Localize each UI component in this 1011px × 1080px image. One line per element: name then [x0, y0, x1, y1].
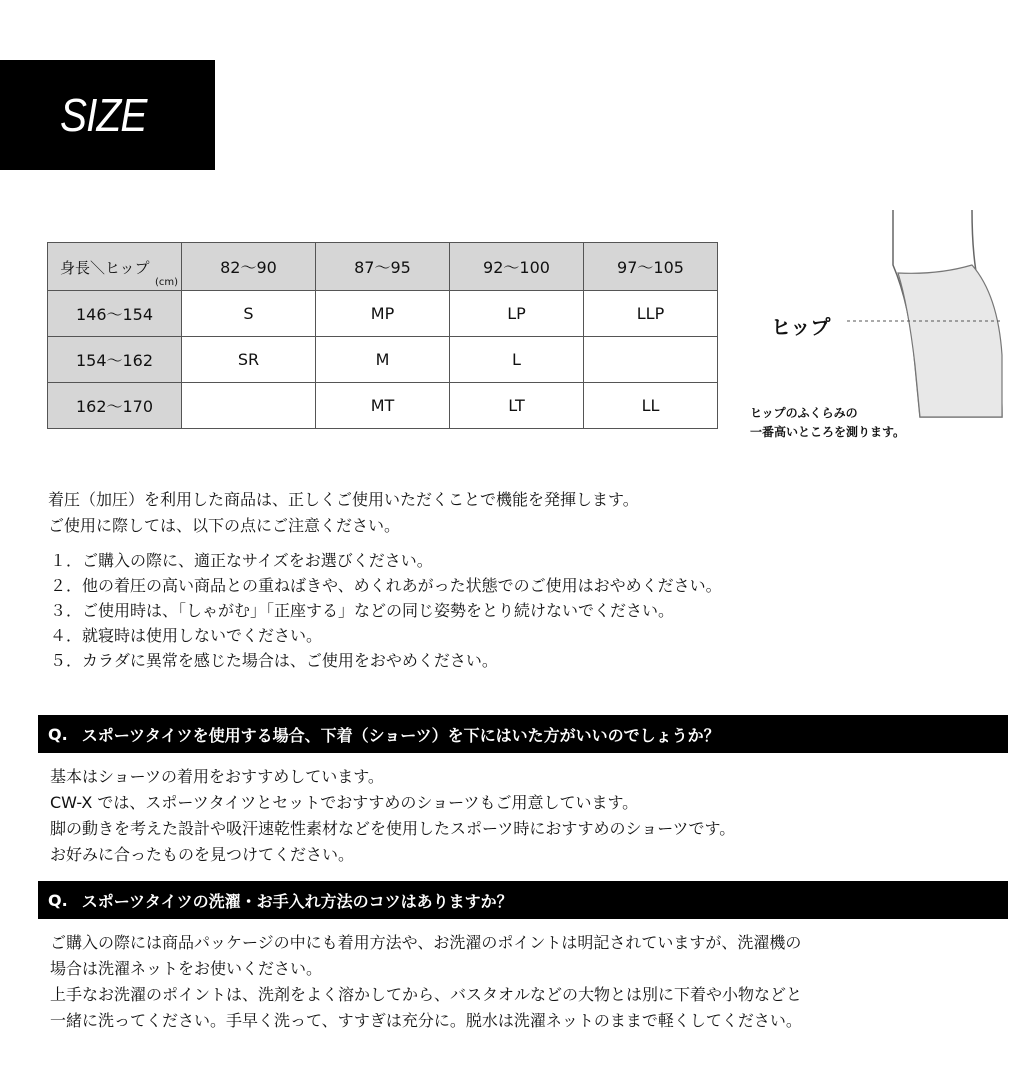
answer-line: お好みに合ったものを見つけてください。	[50, 845, 355, 864]
size-table-header	[48, 243, 718, 291]
question-text: スポーツタイツの洗濯・お手入れ方法のコツはありますか？	[81, 891, 513, 911]
answer-line: CW-X では、スポーツタイツとセットでおすすめのショーツもご用意しています。	[50, 793, 639, 812]
corner-unit: (cm)	[154, 277, 178, 288]
intro-text	[48, 487, 639, 539]
size-cell: LT	[450, 383, 584, 429]
size-cell: SR	[182, 337, 316, 383]
size-cell: LP	[450, 291, 584, 337]
height-row-header: 162〜170	[48, 383, 182, 429]
hip-column-header: 97〜105	[584, 243, 718, 291]
question-marker: Q.	[48, 724, 68, 744]
height-row-header: 154〜162	[48, 337, 182, 383]
size-table	[47, 242, 718, 429]
size-cell: S	[182, 291, 316, 337]
size-cell: M	[316, 337, 450, 383]
answer-line: ご購入の際には商品パッケージの中にも着用方法や、お洗濯のポイントは明記されていますが、洗濯機の	[50, 933, 802, 952]
hip-note-line: 一番高いところを測ります。	[750, 425, 906, 439]
intro-line: 着圧（加圧）を利用した商品は、正しくご使用いただくことで機能を発揮します。	[48, 490, 639, 509]
size-cell: MP	[316, 291, 450, 337]
faq-answer	[50, 930, 802, 1034]
hip-note	[750, 404, 905, 442]
hip-column-header: 87〜95	[316, 243, 450, 291]
hip-column-header: 92〜100	[450, 243, 584, 291]
list-item: ２．他の着圧の高い商品との重ねばきや、めくれあがった状態でのご使用はおやめください。	[50, 576, 722, 595]
table-row	[48, 383, 718, 429]
corner-label: 身長＼ヒップ	[60, 259, 150, 277]
list-item: ５．カラダに異常を感じた場合は、ご使用をおやめください。	[50, 651, 498, 670]
size-title: SIZE	[60, 89, 147, 141]
size-cell: LLP	[584, 291, 718, 337]
answer-line: 一緒に洗ってください。手早く洗って、すすぎは充分に。脱水は洗濯ネットのままで軽くしてください。	[50, 1011, 802, 1030]
faq-question-bar	[38, 715, 1008, 753]
question-text: スポーツタイツを使用する場合、下着（ショーツ）を下にはいた方がいいのでしょうか？	[81, 725, 720, 745]
hip-label: ヒップ	[771, 315, 831, 339]
answer-line: 脚の動きを考えた設計や吸汗速乾性素材などを使用したスポーツ時におすすめのショーツです。	[50, 819, 736, 838]
height-row-header: 146〜154	[48, 291, 182, 337]
size-cell	[584, 337, 718, 383]
size-banner	[0, 60, 215, 170]
size-cell	[182, 383, 316, 429]
shorts-shape	[898, 265, 1002, 417]
intro-line: ご使用に際しては、以下の点にご注意ください。	[48, 516, 401, 535]
size-cell: LL	[584, 383, 718, 429]
faq-answer	[50, 764, 735, 868]
faq-question-bar	[38, 881, 1008, 919]
caution-list	[50, 548, 722, 673]
answer-line: 場合は洗濯ネットをお使いください。	[50, 959, 323, 978]
size-cell: L	[450, 337, 584, 383]
list-item: １．ご購入の際に、適正なサイズをお選びください。	[50, 551, 433, 570]
table-row	[48, 291, 718, 337]
hip-column-header: 82〜90	[182, 243, 316, 291]
table-row	[48, 337, 718, 383]
answer-line: 基本はショーツの着用をおすすめしています。	[50, 767, 384, 786]
question-marker: Q.	[48, 890, 68, 910]
answer-line: 上手なお洗濯のポイントは、洗剤をよく溶かしてから、バスタオルなどの大物とは別に下着や小物などと	[50, 985, 803, 1004]
hip-note-line: ヒップのふくらみの	[750, 406, 858, 420]
list-item: ３．ご使用時は、「しゃがむ」「正座する」などの同じ姿勢をとり続けないでください。	[50, 601, 675, 620]
size-cell: MT	[316, 383, 450, 429]
corner-header	[48, 243, 182, 291]
list-item: ４．就寝時は使用しないでください。	[50, 626, 323, 645]
